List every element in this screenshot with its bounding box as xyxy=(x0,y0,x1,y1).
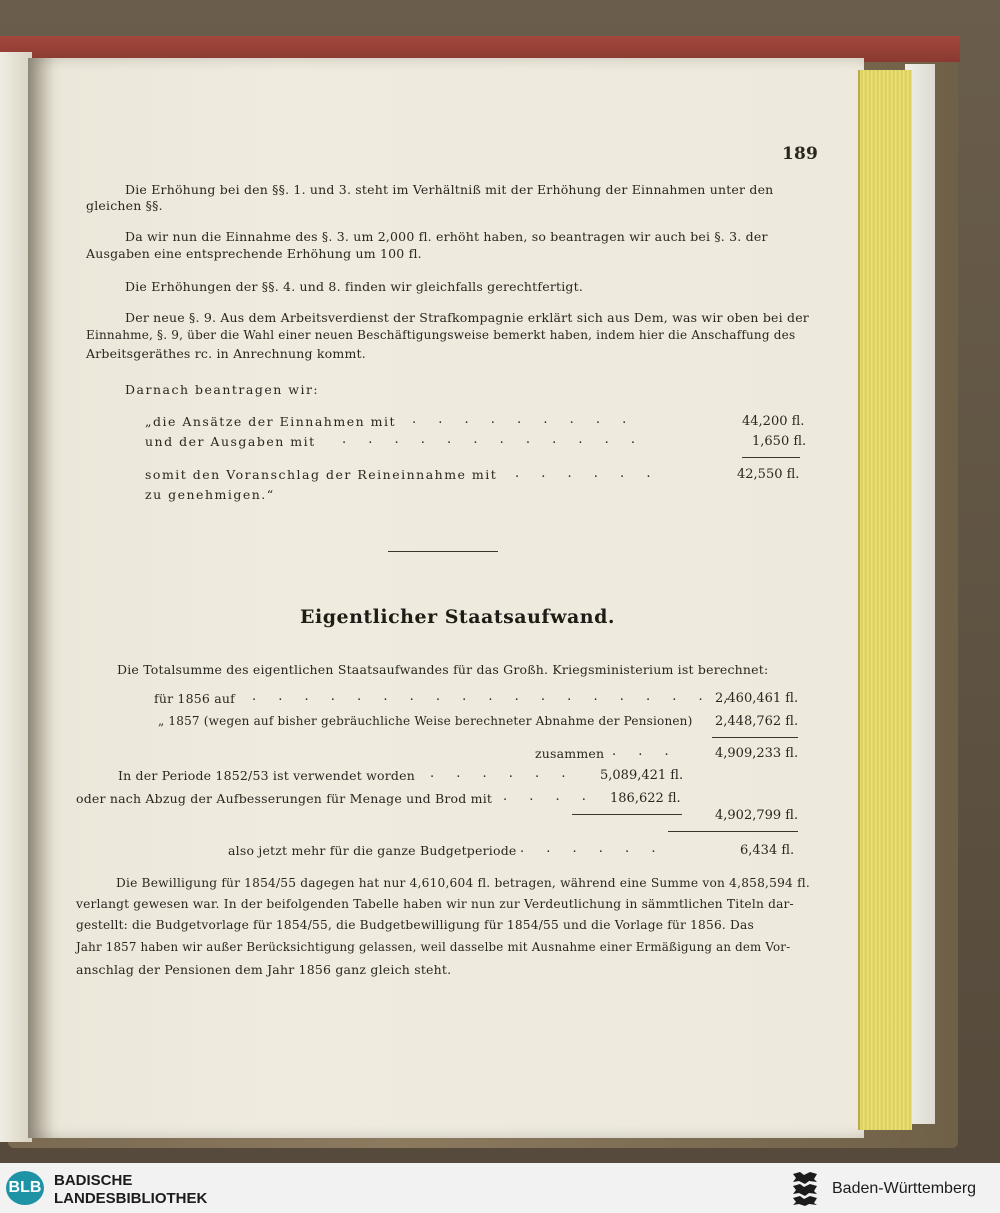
text-line: Ausgaben eine entsprechende Erhöhung um 100 fl. xyxy=(86,246,422,261)
dot-leader: . . . . . . . . . . . . . . . . . . . xyxy=(252,689,738,704)
text-line: verlangt gewesen war. In der beifolgenden Tabelle haben wir nun zur Verdeutlichung in sämmtlichen Titeln dar- xyxy=(76,897,794,911)
dot-leader: . . . . . . xyxy=(515,466,660,481)
text-line: Jahr 1857 haben wir außer Berücksichtigung gelassen, weil dasselbe mit Ausnahme einer Ermäßigung an dem Vor- xyxy=(76,940,791,954)
text-line: und der Ausgaben mit xyxy=(145,434,316,449)
dot-leader: . . . . . . . . . xyxy=(412,412,636,427)
sum-rule xyxy=(668,831,798,832)
text-line: Einnahme, §. 9, über die Wahl einer neuen Beschäftigungsweise bemerkt haben, indem hier die Anschaffung des xyxy=(86,328,796,342)
amount-value: 4,902,799 fl. xyxy=(715,808,799,823)
sum-rule xyxy=(572,814,682,815)
text-line: Der neue §. 9. Aus dem Arbeitsverdienst der Strafkompagnie erklärt sich aus Dem, was wir oben bei der xyxy=(125,310,809,325)
amount-value: 2,448,762 fl. xyxy=(715,714,799,729)
text-line: „die Ansätze der Einnahmen mit xyxy=(145,414,396,429)
text-line: Da wir nun die Einnahme des §. 3. um 2,000 fl. erhöht haben, so beantragen wir auch bei §. 3. der xyxy=(125,229,768,244)
text-line: Die Erhöhungen der §§. 4. und 8. finden wir gleichfalls gerechtfertigt. xyxy=(125,279,584,294)
text-line: Arbeitsgeräthes rc. in Anrechnung kommt. xyxy=(86,346,366,361)
sum-rule xyxy=(742,457,800,458)
text-line: zu genehmigen.“ xyxy=(145,487,275,502)
state-coat-of-arms-icon xyxy=(790,1170,820,1206)
text-line: In der Periode 1852/53 ist verwendet worden xyxy=(118,768,415,783)
text-line: Die Totalsumme des eigentlichen Staatsaufwandes für das Großh. Kriegsministerium ist berechnet: xyxy=(117,662,769,677)
text-line: für 1856 auf xyxy=(154,691,235,706)
text-line: somit den Voranschlag der Reineinnahme mit xyxy=(145,467,498,482)
state-label[interactable]: Baden-Württemberg xyxy=(832,1180,977,1197)
text-line: Die Bewilligung für 1854/55 dagegen hat nur 4,610,604 fl. betragen, während eine Summe von 4,858,594 fl. xyxy=(116,876,810,890)
amount-value: 44,200 fl. xyxy=(742,414,805,429)
section-heading: Eigentlicher Staatsaufwand. xyxy=(300,606,615,628)
text-line: also jetzt mehr für die ganze Budgetperiode xyxy=(228,843,517,858)
text-line: anschlag der Pensionen dem Jahr 1856 ganz gleich steht. xyxy=(76,962,452,977)
dot-leader: . . . . . . . . . . . . xyxy=(342,432,645,447)
blb-logo[interactable]: BLB xyxy=(6,1171,44,1205)
dot-leader: . . . . xyxy=(503,789,595,804)
amount-value: 4,909,233 fl. xyxy=(715,746,799,761)
library-name-line1: BADISCHE xyxy=(54,1172,133,1189)
amount-value: 6,434 fl. xyxy=(740,843,795,858)
text-line: Die Erhöhung bei den §§. 1. und 3. steht im Verhältniß mit der Erhöhung der Einnahmen unter den xyxy=(125,182,774,197)
library-name-line2: LANDESBIBLIOTHEK xyxy=(54,1190,208,1207)
text-line: Darnach beantragen wir: xyxy=(125,382,320,397)
amount-value: 5,089,421 fl. xyxy=(600,768,684,783)
dot-leader: . . . xyxy=(612,744,678,759)
text-line: oder nach Abzug der Aufbesserungen für Menage und Brod mit xyxy=(76,791,493,806)
page-stack-edge xyxy=(858,70,912,1130)
text-line: gleichen §§. xyxy=(86,198,163,213)
text-line: gestellt: die Budgetvorlage für 1854/55, die Budgetbewilligung für 1854/55 und die Vorlage für 1856. Das xyxy=(76,918,754,932)
amount-value: 42,550 fl. xyxy=(737,467,800,482)
text-line: zusammen xyxy=(535,746,605,761)
amount-value: 2,460,461 fl. xyxy=(715,691,799,706)
dot-leader: . . . . . . xyxy=(520,841,665,856)
gutter-shadow xyxy=(28,58,54,1138)
text-line: „ 1857 (wegen auf bisher gebräuchliche Weise berechneter Abnahme der Pensionen) xyxy=(158,714,693,728)
dot-leader: . . . . . . xyxy=(430,766,575,781)
amount-value: 186,622 fl. xyxy=(610,791,681,806)
amount-value: 1,650 fl. xyxy=(752,434,807,449)
section-divider xyxy=(388,551,498,552)
sum-rule xyxy=(712,737,798,738)
page-number: 189 xyxy=(782,144,819,164)
